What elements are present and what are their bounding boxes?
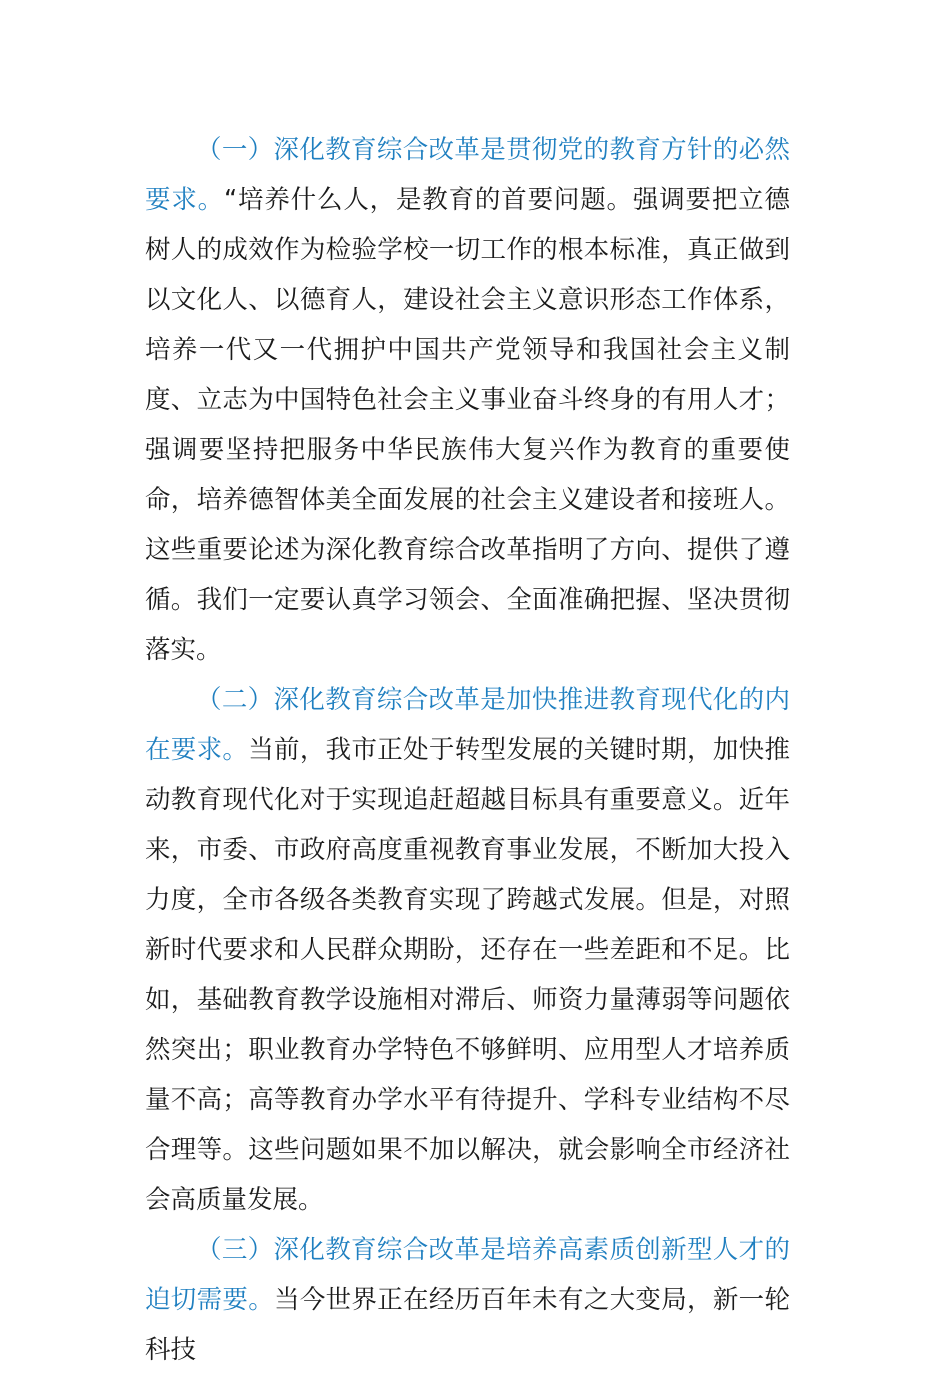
paragraph-3-body: 当今世界正在经历百年未有之大变局，新一轮科技 [145,1285,790,1365]
paragraph-2-heading: （二）深化教育综合改革是加快推进教育现代化的内在要求。 [145,685,790,765]
paragraph-1 [145,125,790,675]
paragraph-3 [145,1225,790,1375]
document-body [145,125,790,1375]
paragraph-2 [145,675,790,1225]
paragraph-3-heading: （三）深化教育综合改革是培养高素质创新型人才的迫切需要。 [145,1235,790,1315]
paragraph-1-heading: （一）深化教育综合改革是贯彻党的教育方针的必然要求。 [145,135,790,215]
paragraph-2-body: 当前，我市正处于转型发展的关键时期，加快推动教育现代化对于实现追赶超越目标具有重要意义。近年来，市委、市政府高度重视教育事业发展，不断加大投入力度，全市各级各类教育实现了跨越式发展。但是，对照新时代要求和人民群众期盼，还存在一些差距和不足。比如，基础教育教学设施相对滞后、师资力量薄弱等问题依然突出；职业教育办学特色不够鲜明、应用型人才培养质量不高；高等教育办学水平有待提升、学科专业结构不尽合理等。这些问题如果不加以解决，就会影响全市经济社会高质量发展。 [145,735,790,1215]
paragraph-1-body: “培养什么人，是教育的首要问题。强调要把立德树人的成效作为检验学校一切工作的根本标准，真正做到以文化人、以德育人，建设社会主义意识形态工作体系，培养一代又一代拥护中国共产党领导和我国社会主义制度、立志为中国特色社会主义事业奋斗终身的有用人才；强调要坚持把服务中华民族伟大复兴作为教育的重要使命，培养德智体美全面发展的社会主义建设者和接班人。这些重要论述为深化教育综合改革指明了方向、提供了遵循。我们一定要认真学习领会、全面准确把握、坚决贯彻落实。 [145,185,790,665]
